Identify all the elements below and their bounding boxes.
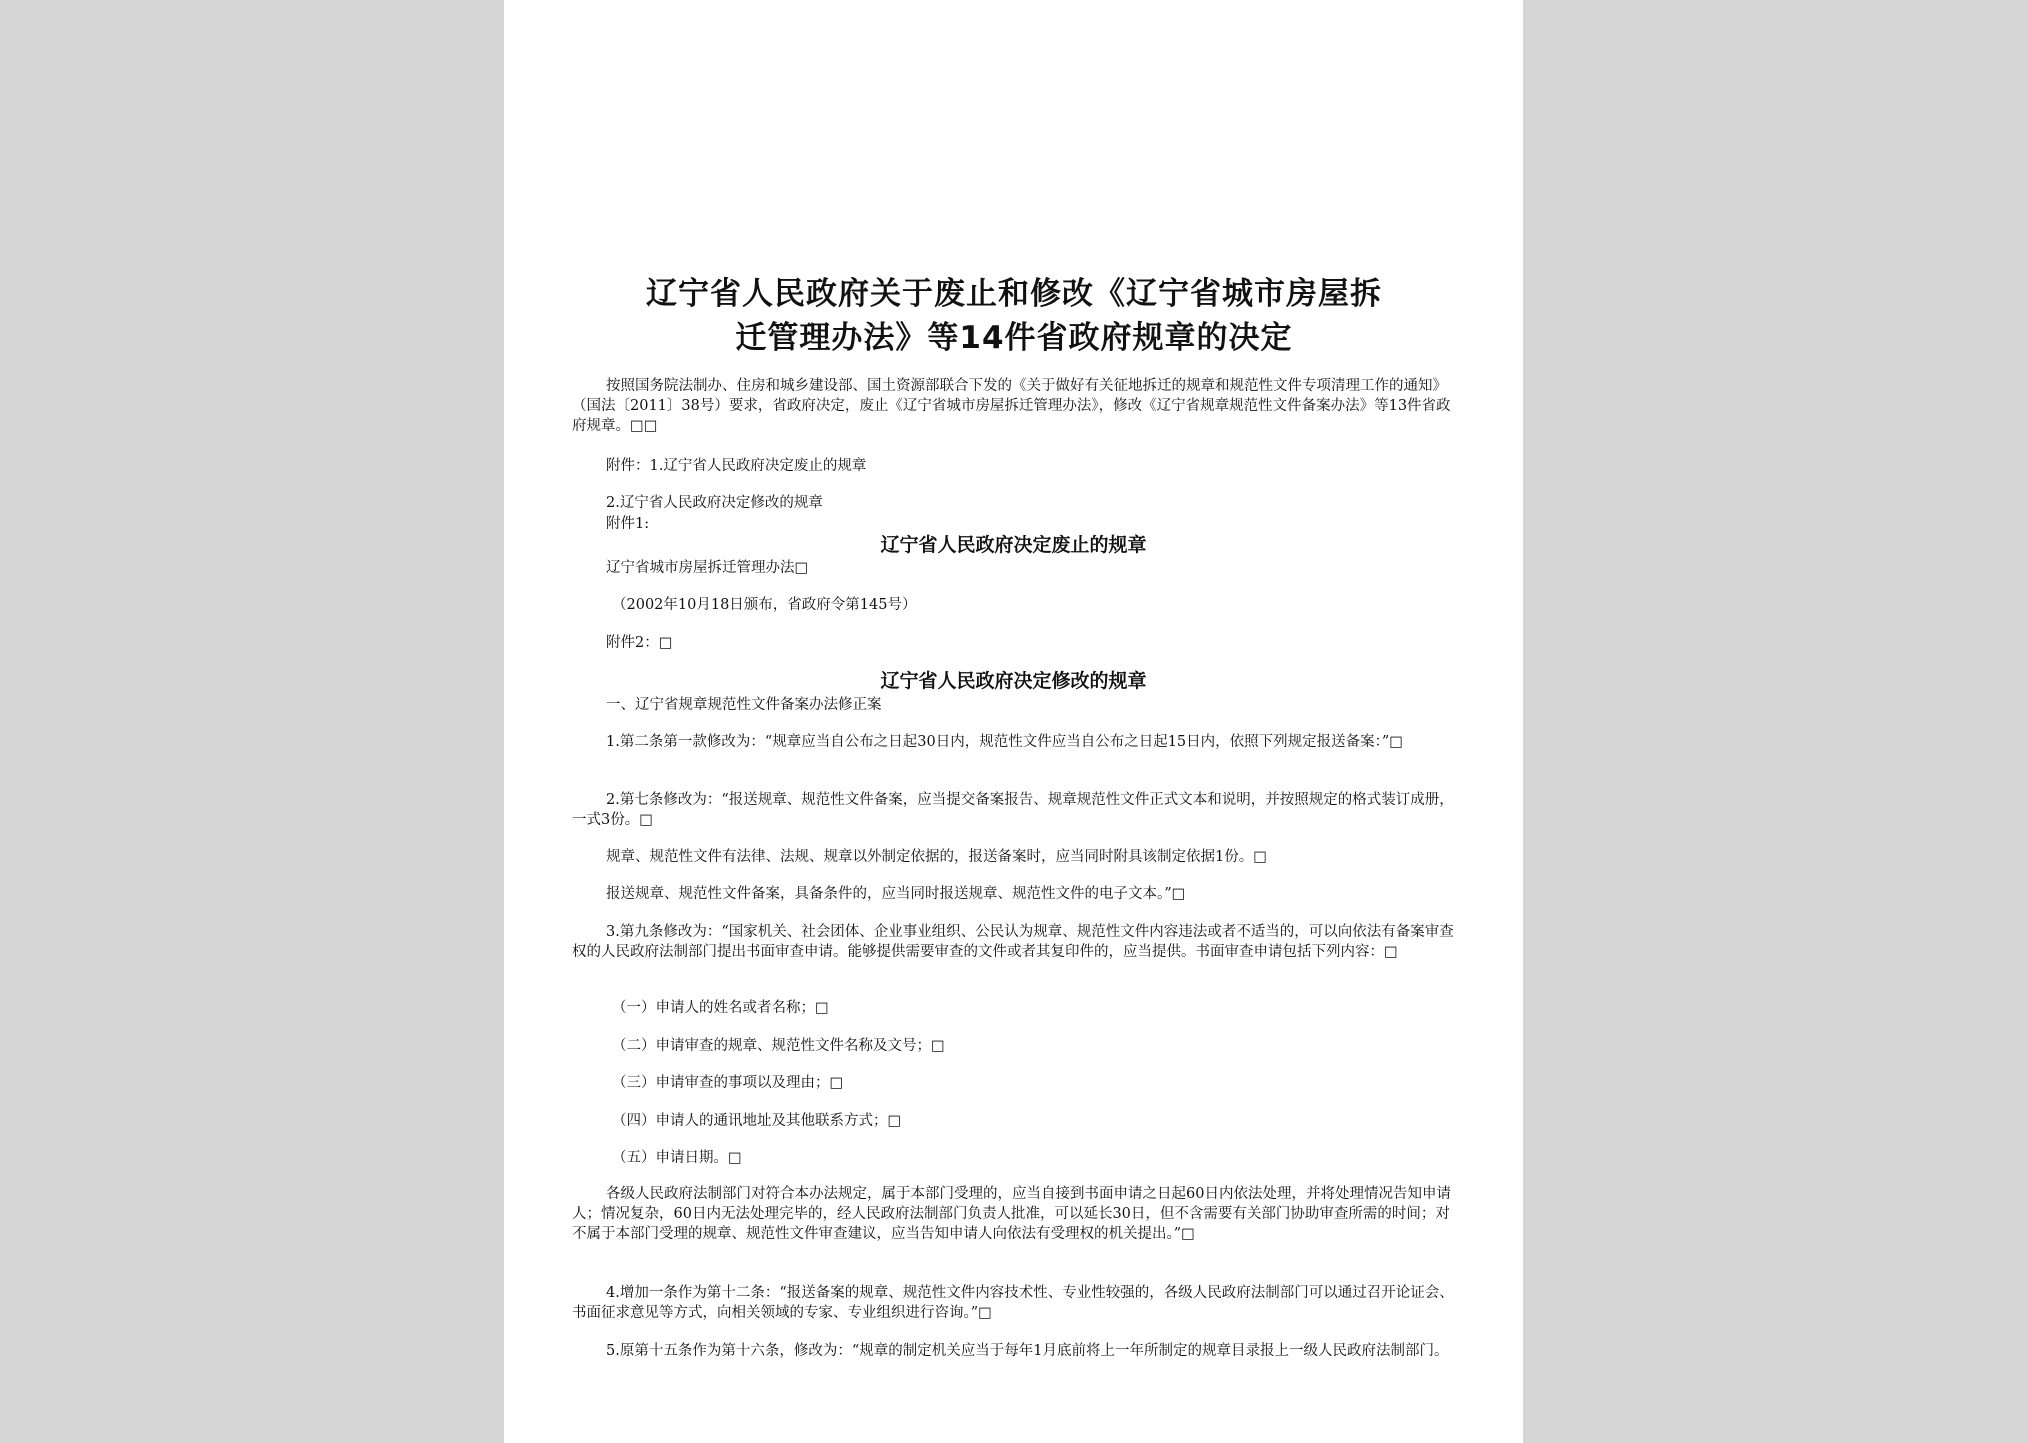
title-line-1: 辽宁省人民政府关于废止和修改《辽宁省城市房屋拆 <box>646 276 1382 312</box>
document-title <box>564 272 1464 360</box>
amendment-1: 1.第二条第一款修改为：“规章应当自公布之日起30日内，规范性文件应当自公布之日起15日内，依照下列规定报送备案：”□ <box>606 734 1404 750</box>
amendment-4: 4.增加一条作为第十二条：“报送备案的规章、规范性文件内容技术性、专业性较强的，各级人民政府法制部门可以通过召开论证会、书面征求意见等方式，向相关领域的专家、专业组织进行咨询。”□ <box>572 1285 1454 1321</box>
amendment-2-paragraph-3: 报送规章、规范性文件备案，具备条件的，应当同时报送规章、规范性文件的电子文本。”□ <box>606 886 1186 902</box>
attachment-1-reference: 附件：1.辽宁省人民政府决定废止的规章 <box>606 458 867 474</box>
list-item: （三）申请审查的事项以及理由；□ <box>612 1075 844 1091</box>
document-page <box>504 0 1523 1443</box>
list-item: （二）申请审查的规章、规范性文件名称及文号；□ <box>612 1038 945 1054</box>
title-line-2: 迁管理办法》等14件省政府规章的决定 <box>735 320 1293 356</box>
list-item: （四）申请人的通讯地址及其他联系方式；□ <box>612 1113 902 1129</box>
list-item: （一）申请人的姓名或者名称；□ <box>612 1000 829 1016</box>
attachment-2-reference: 2.辽宁省人民政府决定修改的规章 <box>606 495 823 511</box>
amendment-2: 2.第七条修改为：“报送规章、规范性文件备案，应当提交备案报告、规章规范性文件正式文本和说明，并按照规定的格式装订成册，一式3份。□ <box>572 792 1454 828</box>
attachment-1-label: 附件1: <box>606 516 650 532</box>
amendment-3: 3.第九条修改为：“国家机关、社会团体、企业事业组织、公民认为规章、规范性文件内容违法或者不适当的，可以向依法有备案审查权的人民政府法制部门提出书面审查申请。能够提供需要审查的文件或者其复印件的，应当提供。书面审查申请包括下列内容：□ <box>572 924 1454 960</box>
heading-repealed-rules: 辽宁省人民政府决定废止的规章 <box>880 534 1147 556</box>
intro-paragraph: 按照国务院法制办、住房和城乡建设部、国土资源部联合下发的《关于做好有关征地拆迁的规章和规范性文件专项清理工作的通知》（国法〔2011〕38号）要求，省政府决定，废止《辽宁省城市房屋拆迁管理办法》，修改《辽宁省规章规范性文件备案办法》等13件省政府规章。□□ <box>572 378 1451 434</box>
repealed-rule-title: 辽宁省城市房屋拆迁管理办法□ <box>606 560 809 576</box>
repealed-rule-note: （2002年10月18日颁布，省政府令第145号） <box>612 597 917 613</box>
heading-amended-rules: 辽宁省人民政府决定修改的规章 <box>880 670 1147 692</box>
amendment-2-paragraph-2: 规章、规范性文件有法律、法规、规章以外制定依据的，报送备案时，应当同时附具该制定依据1份。□ <box>606 849 1267 865</box>
amendment-5: 5.原第十五条作为第十六条，修改为：“规章的制定机关应当于每年1月底前将上一年所制定的规章目录报上一级人民政府法制部门。 <box>606 1343 1449 1359</box>
list-item: （五）申请日期。□ <box>612 1150 742 1166</box>
attachment-2-label: 附件2：□ <box>606 635 673 651</box>
section-1-heading: 一、辽宁省规章规范性文件备案办法修正案 <box>606 697 882 713</box>
amendment-3-paragraph-2: 各级人民政府法制部门对符合本办法规定，属于本部门受理的，应当自接到书面申请之日起60日内依法处理，并将处理情况告知申请人；情况复杂，60日内无法处理完毕的，经人民政府法制部门负责人批准，可以延长30日，但不含需要有关部门协助审查所需的时间；对不属于本部门受理的规章、规范性文件审查建议，应当告知申请人向依法有受理权的机关提出。”□ <box>572 1186 1451 1242</box>
